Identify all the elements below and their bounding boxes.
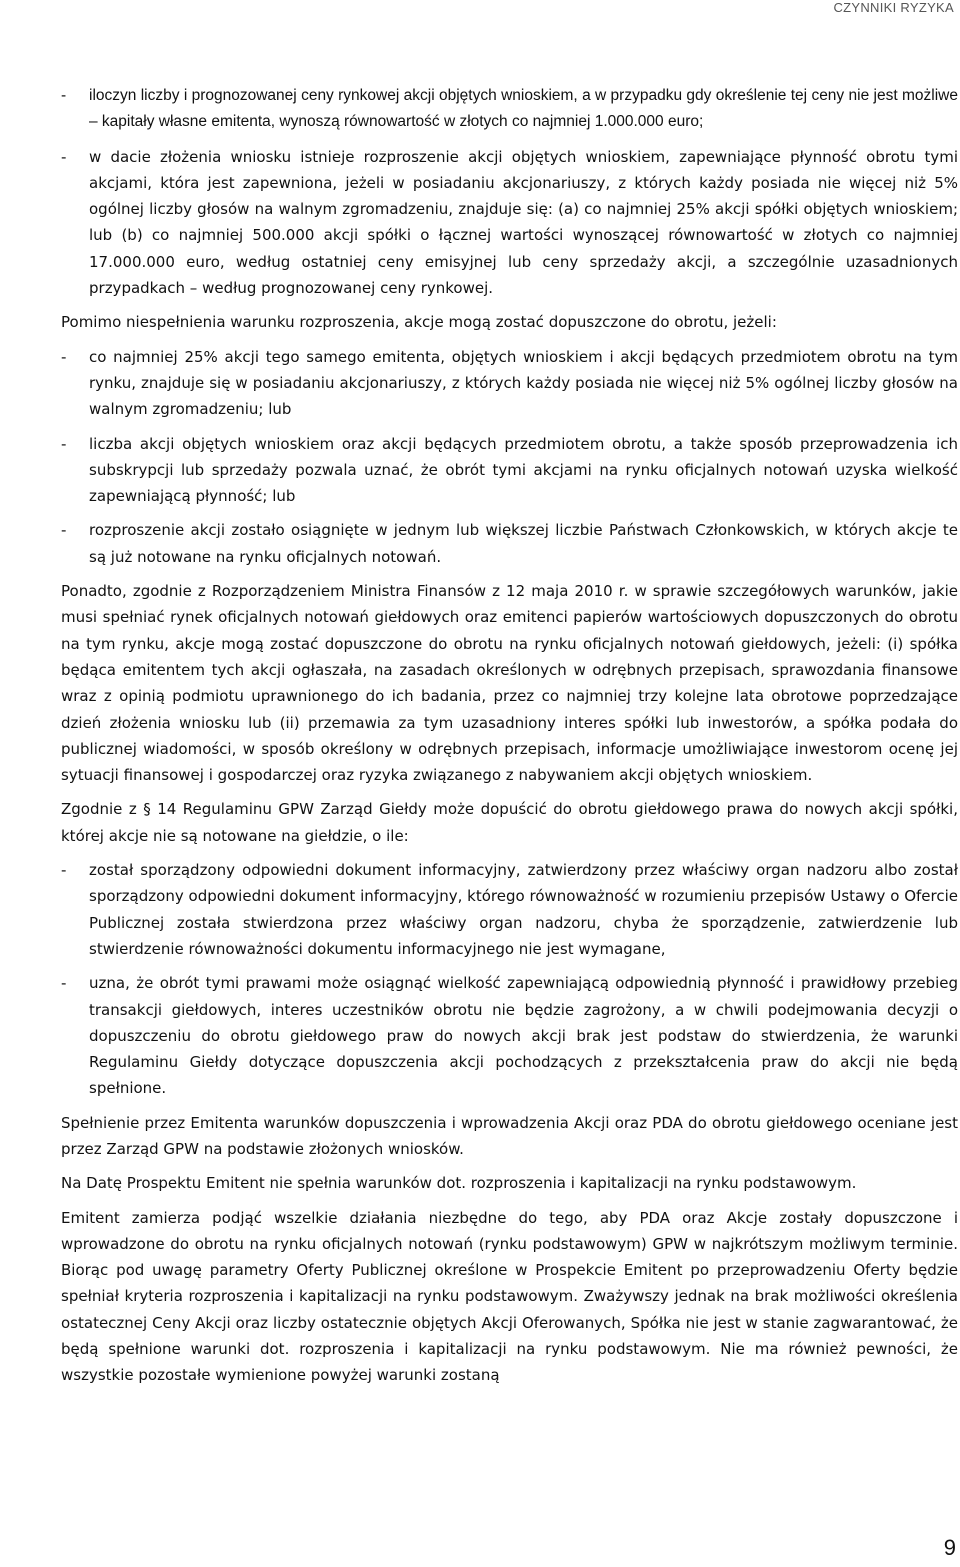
- paragraph-2: Ponadto, zgodnie z Rozporządzeniem Ministra Finansów z 12 maja 2010 r. w sprawie szczegółowych warunków, jakie musi spełniać rynek oficjalnych notowań giełdowych oraz emitenci papierów wartościowych dopuszczonych do obrotu na tym rynku, akcje mogą zostać dopuszczone do obrotu na rynku oficjalnych notowań giełdowych, jeżeli: (i) spółka będąca emitentem tych akcji ogłaszała, na zasadach określonych w odrębnych przepisach, sprawozdania finansowe wraz z opinią podmiotu uprawnionego do ich badania, przez co najmniej trzy kolejne lata obrotowe poprzedzające dzień złożenia wniosku lub (ii) przemawia za tym uzasadniony interes spółki lub inwestorów, a spółka podała do publicznej wiadomości, w sposób określony w odrębnych przepisach, informacje umożliwiające inwestorom ocenę jej sytuacji finansowej i gospodarczej oraz ryzyka związanego z nabywaniem akcji objętych wnioskiem.: [61, 582, 958, 785]
- bullet-list-2: [61, 344, 958, 570]
- list-item: - w dacie złożenia wniosku istnieje rozproszenie akcji objętych wnioskiem, zapewniające płynność obrotu tymi akcjami, która jest zapewniona, jeżeli w posiadaniu akcjonariuszy, z których każdy posiada nie więcej niż 5% ogólnej liczby głosów na walnym zgromadzeniu, znajduje się: (a) co najmniej 25% akcji spółki objętych wnioskiem; lub (b) co najmniej 500.000 akcji spółki o łącznej wartości wynoszącej równowartość w złotych co najmniej 17.000.000 euro, według ostatniej ceny emisyjnej lub ceny sprzedaży akcji, a szczególnie uzasadnionych przypadkach – według prognozowanej ceny rynkowej.: [61, 144, 958, 302]
- bullet-list-1: [61, 83, 958, 301]
- paragraph-1: Pomimo niespełnienia warunku rozproszenia, akcje mogą zostać dopuszczone do obrotu, jeżeli:: [61, 313, 777, 332]
- list-item: - liczba akcji objętych wnioskiem oraz akcji będących przedmiotem obrotu, a także sposób przeprowadzenia ich subskrypcji lub sprzedaży pozwala uznać, że obrót tymi akcjami na rynku oficjalnych notowań uzyska wielkość zapewniającą płynność; lub: [61, 431, 958, 510]
- bullet-list-3: [61, 857, 958, 1102]
- section-header: CZYNNIKI RYZYKA: [833, 0, 954, 15]
- paragraph-3: Zgodnie z § 14 Regulaminu GPW Zarząd Giełdy może dopuścić do obrotu giełdowego prawa do nowych akcji spółki, której akcje nie są notowane na giełdzie, o ile:: [61, 800, 958, 845]
- paragraph-5: Na Datę Prospektu Emitent nie spełnia warunków dot. rozproszenia i kapitalizacji na rynku podstawowym.: [61, 1174, 857, 1193]
- document-body: [61, 83, 958, 1397]
- list-item: - rozproszenie akcji zostało osiągnięte w jednym lub większej liczbie Państwach Członkowskich, w których akcje te są już notowane na rynku oficjalnych notowań.: [61, 517, 958, 570]
- list-item: - iloczyn liczby i prognozowanej ceny rynkowej akcji objętych wnioskiem, a w przypadku gdy określenie tej ceny nie jest możliwe – kapitały własne emitenta, wynoszą równowartość w złotych co najmniej 1.000.000 euro;: [61, 83, 958, 136]
- list-item: - został sporządzony odpowiedni dokument informacyjny, zatwierdzony przez właściwy organ nadzoru albo został sporządzony odpowiedni dokument informacyjny, którego równoważność w rozumieniu przepisów Ustawy o Ofercie Publicznej została stwierdzona przez właściwy organ nadzoru, chyba że sporządzenie, zatwierdzenie lub stwierdzenie równoważności dokumentu informacyjnego nie jest wymagane,: [61, 857, 958, 962]
- paragraph-6: Emitent zamierza podjąć wszelkie działania niezbędne do tego, aby PDA oraz Akcje zostały dopuszczone i wprowadzone do obrotu na rynku oficjalnych notowań (rynku podstawowym) GPW w najkrótszym możliwym terminie. Biorąc pod uwagę parametry Oferty Publicznej określone w Prospekcie Emitent po przeprowadzeniu Oferty będzie spełniał kryteria rozproszenia i kapitalizacji na rynku podstawowym. Zważywszy jednak na brak możliwości określenia ostatecznej Ceny Akcji oraz liczby ostatecznie objętych Akcji Oferowanych, Spółka nie jest w stanie zagwarantować, że będą spełnione warunki dot. rozproszenia i kapitalizacji na rynku podstawowym. Nie ma również pewności, że wszystkie pozostałe wymienione powyżej warunki zostaną: [61, 1208, 958, 1385]
- list-item: - co najmniej 25% akcji tego samego emitenta, objętych wnioskiem i akcji będących przedmiotem obrotu na tym rynku, znajduje się w posiadaniu akcjonariuszy, z których każdy posiada nie więcej niż 5% ogólnej liczby głosów na walnym zgromadzeniu; lub: [61, 344, 958, 423]
- paragraph-4: Spełnienie przez Emitenta warunków dopuszczenia i wprowadzenia Akcji oraz PDA do obrotu giełdowego oceniane jest przez Zarząd GPW na podstawie złożonych wniosków.: [61, 1113, 958, 1158]
- list-item: - uzna, że obrót tymi prawami może osiągnąć wielkość zapewniającą odpowiednią płynność i prawidłowy przebieg transakcji giełdowych, interes uczestników obrotu nie będzie zagrożony, a w chwili podejmowania decyzji o dopuszczeniu do obrotu giełdowego praw do nowych akcji brak jest podstaw do stwierdzenia, że warunki Regulaminu Giełdy dotyczące dopuszczenia akcji pochodzących z przekształcenia praw do akcji nie będą spełnione.: [61, 970, 958, 1101]
- page-number: 9: [943, 1535, 956, 1560]
